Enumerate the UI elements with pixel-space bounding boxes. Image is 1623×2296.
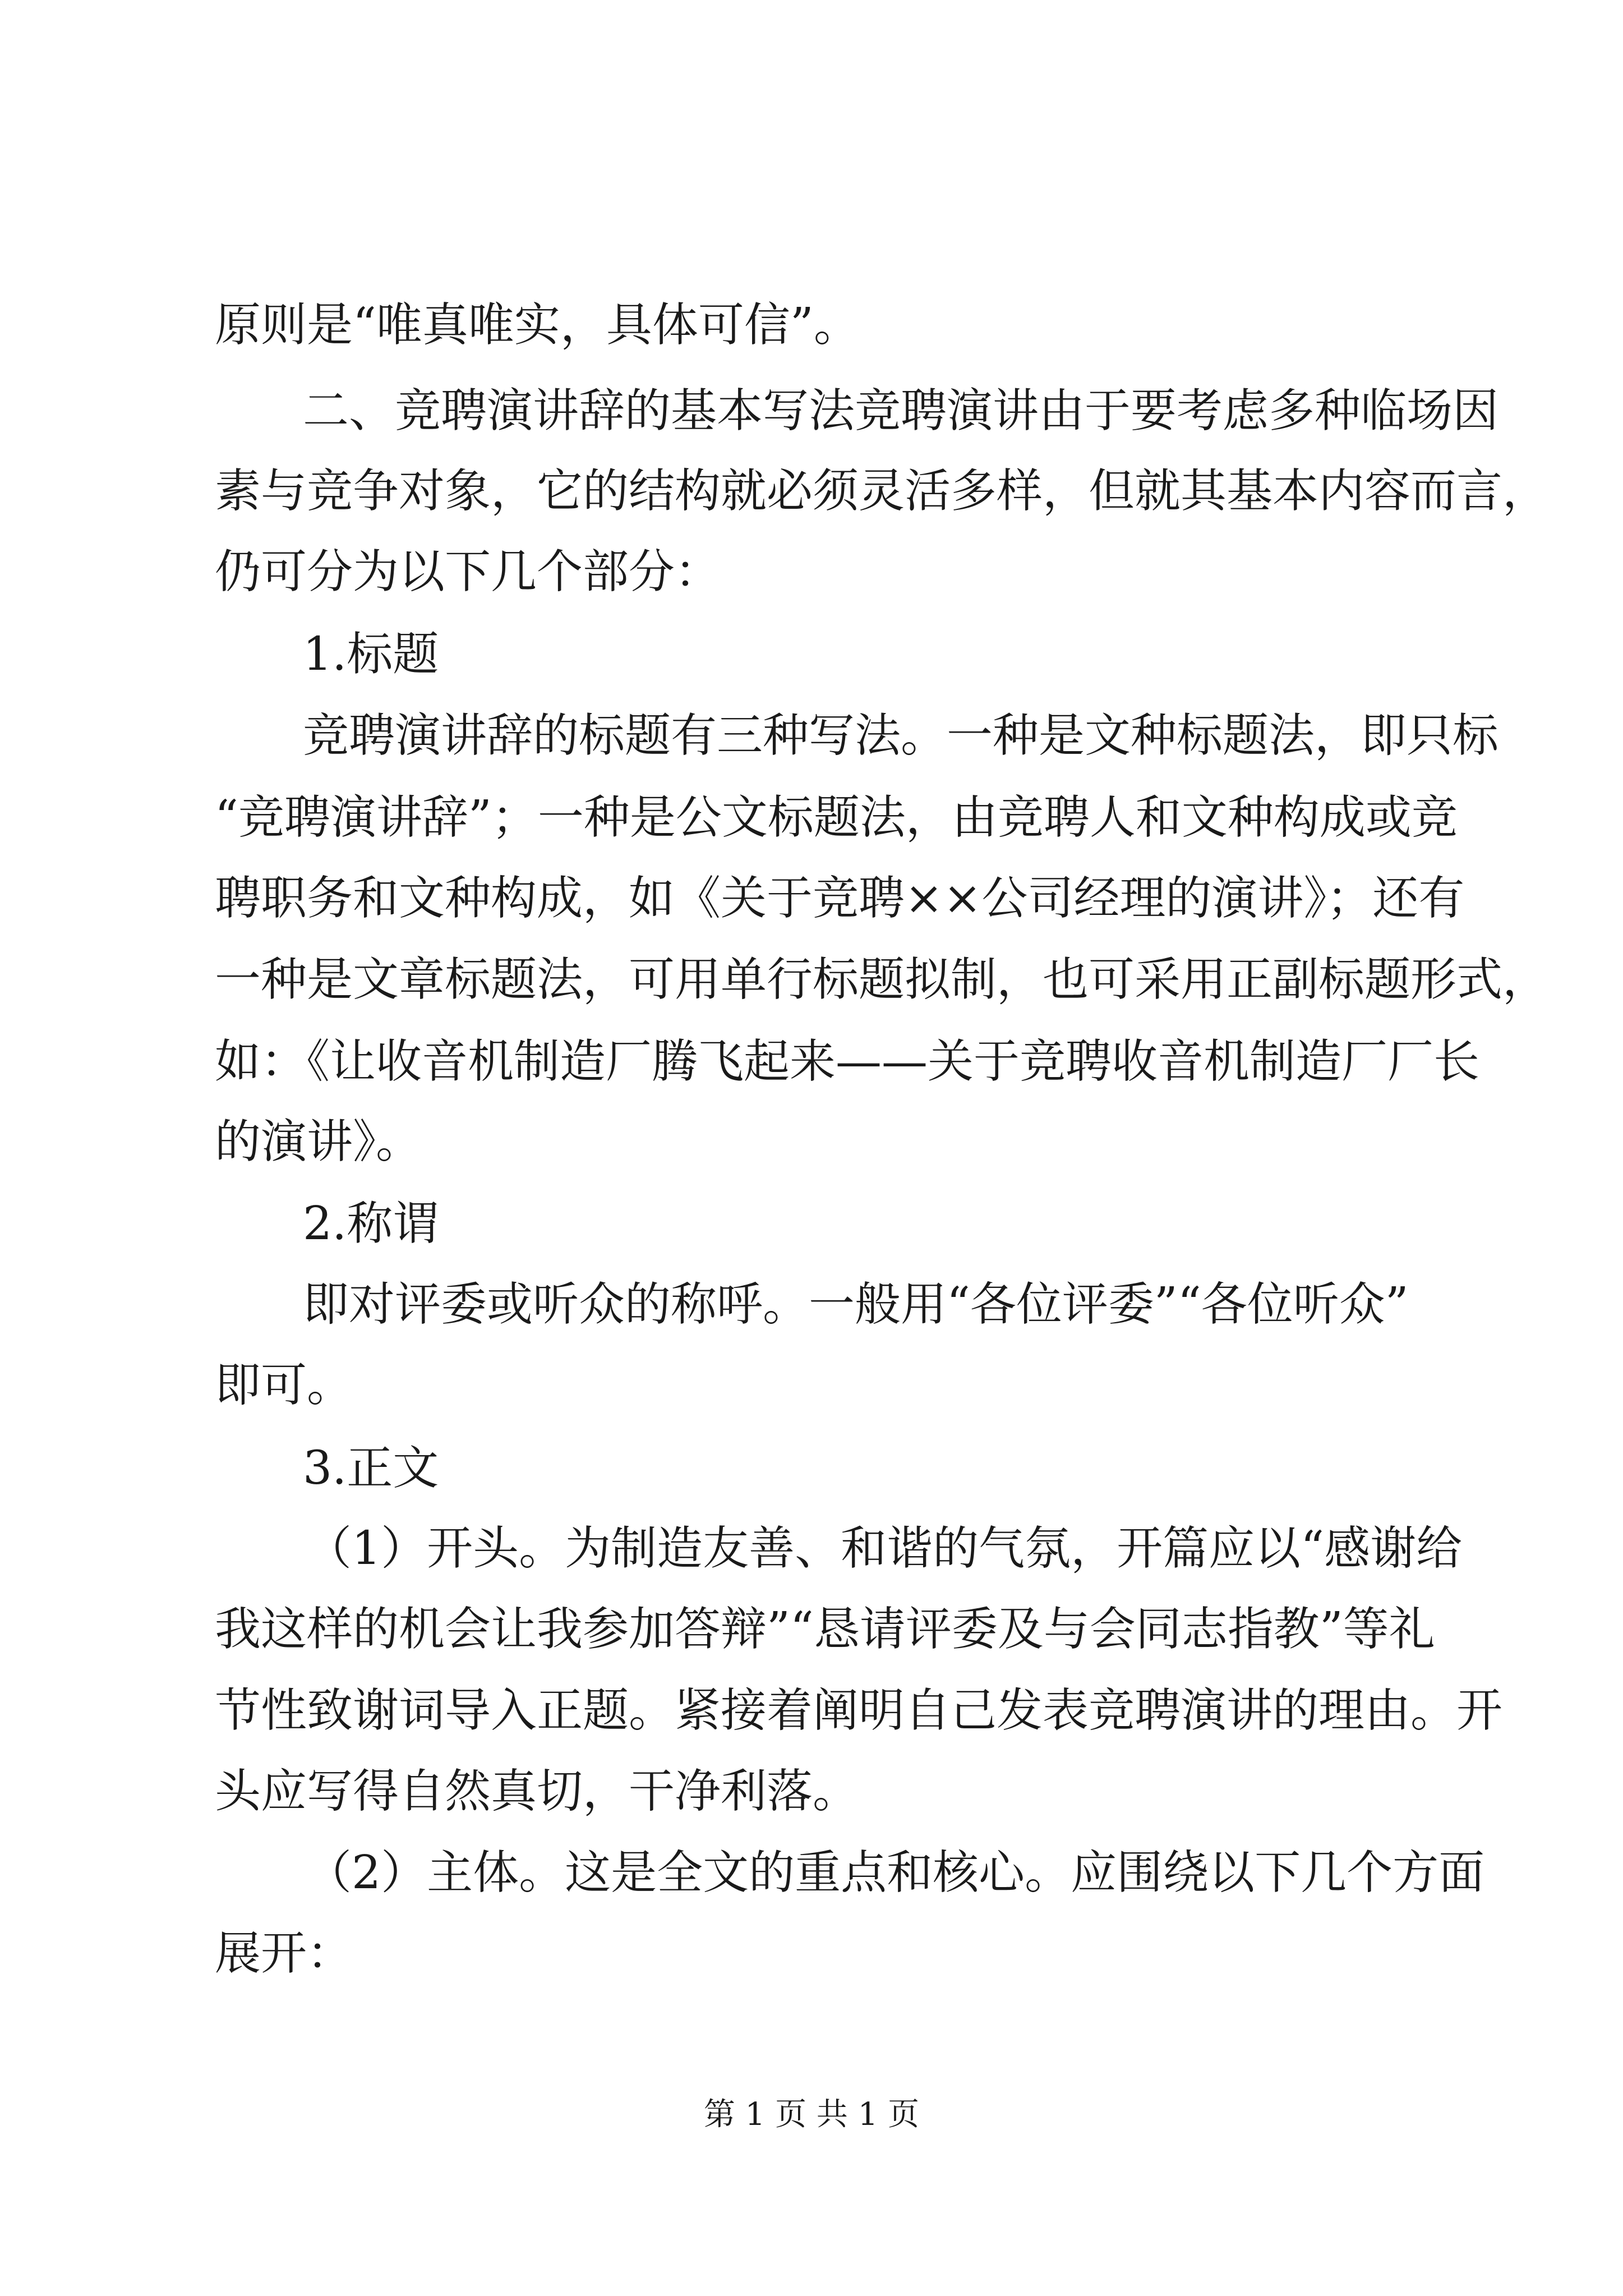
subheading-title: 1.标题 [303,628,439,681]
text-line: 头应写得自然真切，干净利落。 [215,1765,859,1818]
text-line: 即对评委或听众的称呼。一般用“各位评委”“各位听众” [303,1278,1409,1331]
text-line: 仍可分为以下几个部分： [215,545,721,599]
text-line: 原则是“唯真唯实，具体可信”。 [215,298,860,352]
subheading-body: 3.正文 [303,1442,439,1495]
text-line: （1）开头。为制造友善、和谐的气氛，开篇应以“感谢给 [306,1522,1463,1575]
text-line: “竞聘演讲辞”；一种是公文标题法，由竞聘人和文种构成或竞 [215,791,1458,844]
text-line: 竞聘演讲辞的标题有三种写法。一种是文种标题法，即只标 [303,709,1499,762]
text-line: 如：《让收音机制造厂腾飞起来——关于竞聘收音机制造厂厂长 [215,1035,1480,1088]
page-footer: 第 1 页 共 1 页 [703,2096,920,2133]
text-line: 展开： [215,1927,353,1980]
text-line: 一种是文章标题法，可用单行标题拟制，也可采用正副标题形式， [215,953,1549,1006]
text-line: 聘职务和文种构成，如《关于竞聘××公司经理的演讲》；还有 [215,872,1465,925]
text-line: （2）主体。这是全文的重点和核心。应围绕以下几个方面 [306,1846,1485,1899]
text-line: 我这样的机会让我参加答辩”“恳请评委及与会同志指教”等礼 [215,1603,1435,1656]
text-line: 即可。 [215,1359,353,1412]
subheading-salutation: 2.称谓 [303,1197,439,1250]
text-line: 节性致谢词导入正题。紧接着阐明自己发表竞聘演讲的理由。开 [215,1684,1503,1737]
section-heading-line: 二、竞聘演讲辞的基本写法竞聘演讲由于要考虑多种临场因 [303,384,1499,438]
text-line: 的演讲》。 [215,1115,422,1168]
text-line: 素与竞争对象，它的结构就必须灵活多样，但就其基本内容而言， [215,464,1549,518]
